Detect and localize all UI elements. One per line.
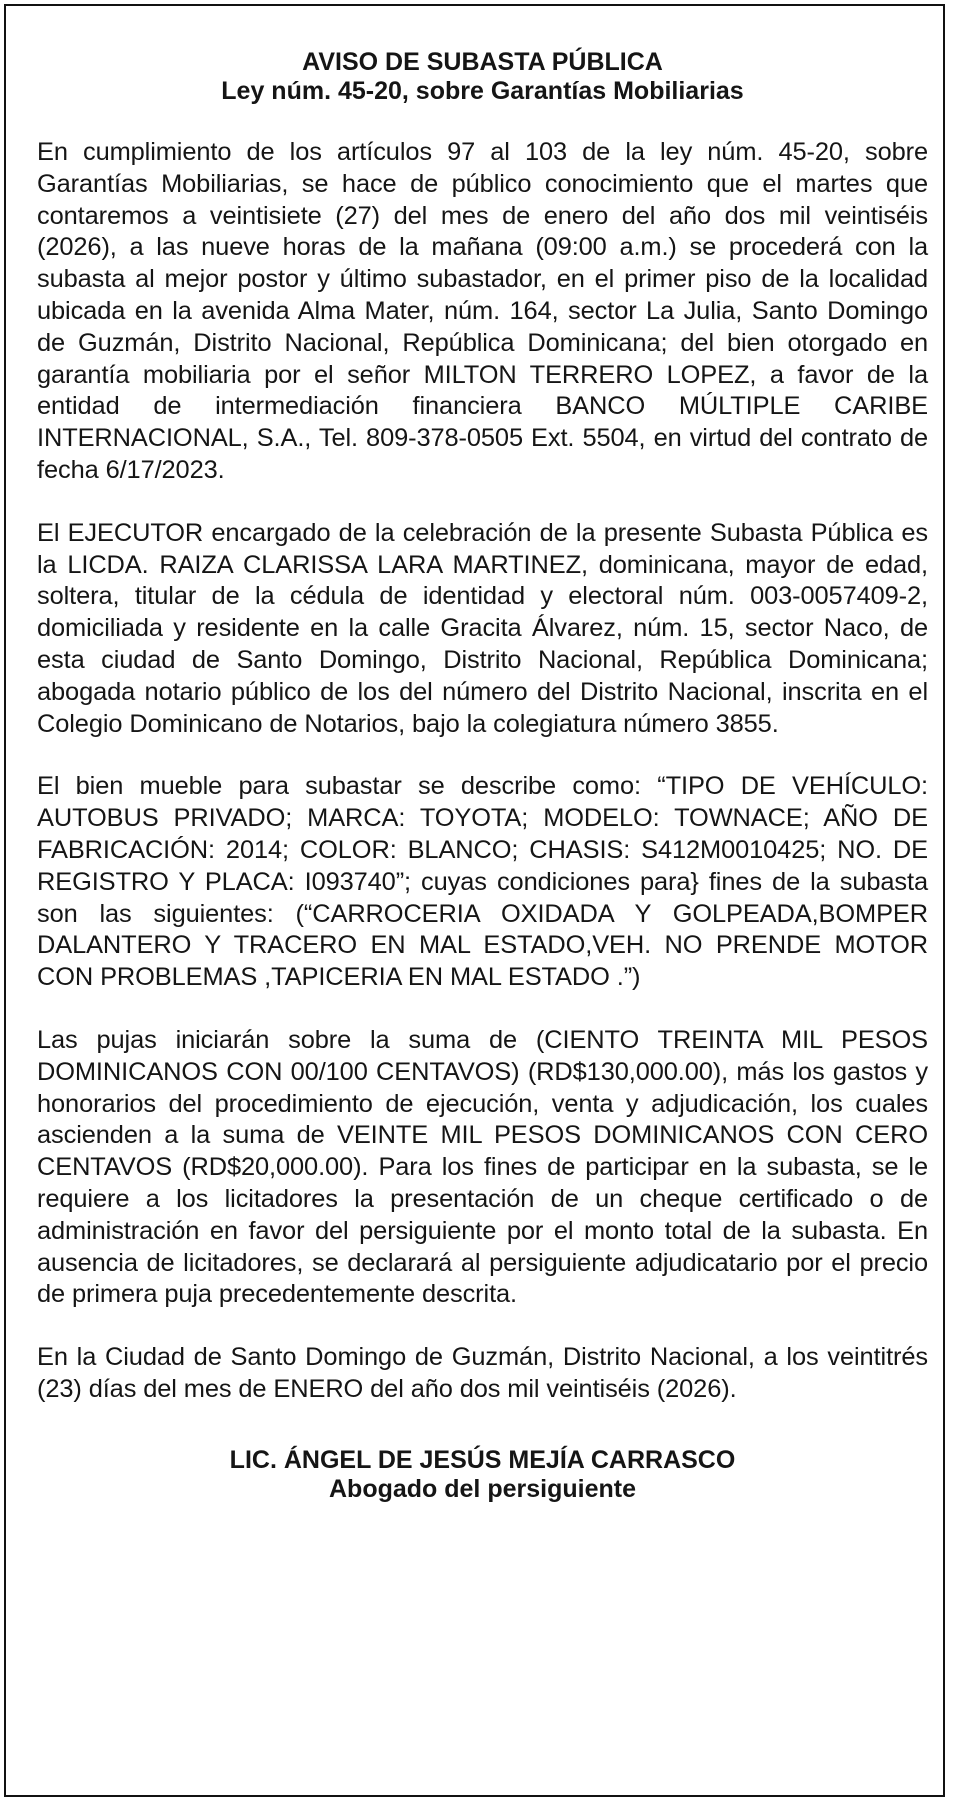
paragraph-date-place: En la Ciudad de Santo Domingo de Guzmán, Distrito Nacional, a los veintitrés (23) días del mes de ENERO del año dos mil veintiséis (2026). [37,1343,928,1403]
notice-subtitle: Ley núm. 45-20, sobre Garantías Mobiliarias [221,77,744,105]
paragraph-bidding-terms: Las pujas iniciarán sobre la suma de (CIENTO TREINTA MIL PESOS DOMINICANOS CON 00/100 CENTAVOS) (RD$130,000.00), más los gastos y honorarios del procedimiento de ejecución, venta y adjudicación, los cuales ascienden a la suma de VEINTE MIL PESOS DOMINICANOS CON CERO CENTAVOS (RD$20,000.00). Para los fines de participar en la subasta, se le requiere a los licitadores la presentación de un cheque certificado o de administración en favor del persiguiente por el monto total de la subasta. En ausencia de licitadores, se declarará al persiguiente adjudicatario por el precio de primera puja precedentemente descrita. [37,1025,928,1309]
notice-header [37,48,928,106]
signature-role: Abogado del persiguiente [329,1474,636,1503]
notice-frame [4,4,945,1797]
notice-content [37,48,928,1504]
notice-title: AVISO DE SUBASTA PÚBLICA [302,48,663,76]
paragraph-executor: El EJECUTOR encargado de la celebración de la presente Subasta Pública es la LICDA. RAIZA CLARISSA LARA MARTINEZ, dominicana, mayor de edad, soltera, titular de la cédula de identidad y electoral núm. 003-0057409-2, domiciliada y residente en la calle Gracita Álvarez, núm. 15, sector Naco, de esta ciudad de Santo Domingo, Distrito Nacional, República Dominicana; abogada notario público de los del número del Distrito Nacional, inscrita en el Colegio Dominicano de Notarios, bajo la colegiatura número 3855. [37,518,928,738]
paragraph-vehicle-description: El bien mueble para subastar se describe como: “TIPO DE VEHÍCULO: AUTOBUS PRIVADO; MARCA: TOYOTA; MODELO: TOWNACE; AÑO DE FABRICACIÓN: 2014; COLOR: BLANCO; CHASIS: S412M0010425; NO. DE REGISTRO Y PLACA: I093740”; cuyas condiciones para} fines de la subasta son las siguientes: (“CARROCERIA OXIDADA Y GOLPEADA,BOMPER DALANTERO Y TRACERO EN MAL ESTADO,VEH. NO PRENDE MOTOR CON PROBLEMAS ,TAPICERIA EN MAL ESTADO .”) [37,772,928,992]
signature-name: LIC. ÁNGEL DE JESÚS MEJÍA CARRASCO [229,1445,736,1474]
paragraph-auction-announcement: En cumplimiento de los artículos 97 al 103 de la ley núm. 45-20, sobre Garantías Mobiliarias, se hace de público conocimiento que el martes que contaremos a veintisiete (27) del mes de enero del año dos mil veintiséis (2026), a las nueve horas de la mañana (09:00 a.m.) se procederá con la subasta al mejor postor y último subastador, en el primer piso de la localidad ubicada en la avenida Alma Mater, núm. 164, sector La Julia, Santo Domingo de Guzmán, Distrito Nacional, República Dominicana; del bien otorgado en garantía mobiliaria por el señor MILTON TERRERO LOPEZ, a favor de la entidad de intermediación financiera BANCO MÚLTIPLE CARIBE INTERNACIONAL, S.A., Tel. 809-378-0505 Ext. 5504, en virtud del contrato de fecha 6/17/2023. [37,138,928,484]
signature-block [37,1446,928,1504]
